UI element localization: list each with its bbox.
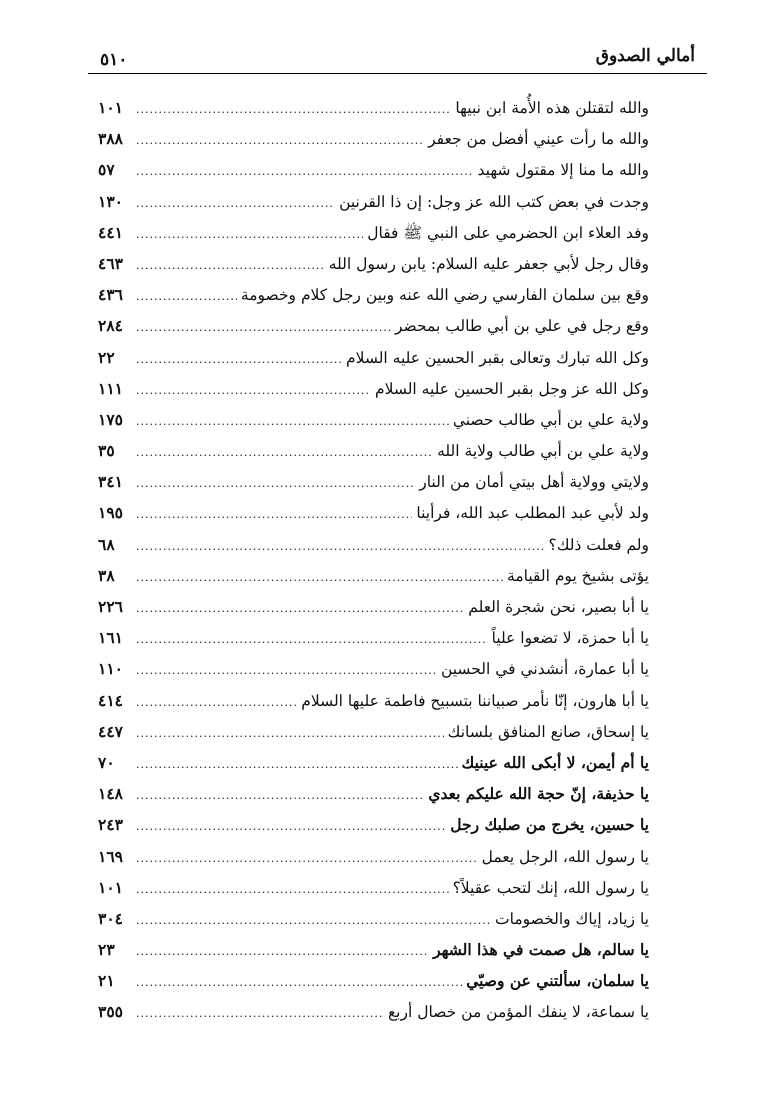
- dot-leader: [136, 811, 446, 842]
- entry-text: يا رسول الله، إنك لتحب عقيلاً؟: [452, 878, 649, 897]
- entry-text: يا أبا هارون، إنّا نأمر صبياننا بتسبيح فاطمة عليها السلام: [301, 691, 649, 710]
- entry-page-number: ١٣٠: [98, 191, 123, 211]
- entry-page-number: ٢٢: [98, 347, 115, 367]
- entry-text: يا إسحاق، صانع المنافق بلسانك: [447, 722, 649, 741]
- entry-text: وجدت في بعض كتب الله عز وجل: إن ذا القرنين: [339, 192, 649, 211]
- entry-text: وقال رجل لأبي جعفر عليه السلام: يابن رسول الله: [328, 254, 649, 273]
- entry-page-number: ٣٤١: [98, 472, 123, 492]
- entry-page-number: ٢٢٦: [98, 597, 123, 616]
- entry-text: وقع بين سلمان الفارسي رضي الله عنه وبين رجل كلام وخصومة: [240, 286, 649, 305]
- entry-page-number: ٣٠٤: [98, 908, 123, 928]
- entry-text: يا زياد، إياك والخصومات: [495, 909, 649, 928]
- dot-leader: [136, 94, 451, 125]
- index-entry: [98, 92, 649, 123]
- entry-page-number: ١٠١: [98, 877, 123, 897]
- entry-text: يا سالم، هل صمت في هذا الشهر: [433, 940, 649, 960]
- entry-page-number: ٤٤٧: [98, 721, 123, 741]
- book-title: أمالي الصدوق: [595, 46, 695, 66]
- entry-text: يا أبا عمارة، أنشدني في الحسين: [440, 660, 649, 679]
- header-rule: [88, 73, 707, 74]
- dot-leader: [136, 874, 449, 905]
- index-entry: [98, 622, 649, 653]
- dot-leader: [136, 125, 424, 156]
- dot-leader: [136, 437, 433, 468]
- entry-text: وكل الله عز وجل بقبر الحسين عليه السلام: [375, 379, 649, 398]
- index-list: [98, 92, 649, 1028]
- entry-text: يا رسول الله، الرجل يعمل: [481, 847, 649, 866]
- entry-text: يؤتى بشيخ يوم القيامة: [507, 566, 649, 585]
- index-entry: [98, 404, 649, 435]
- page-number: ٥١٠: [100, 50, 128, 70]
- dot-leader: [136, 188, 335, 219]
- index-entry: [98, 373, 649, 404]
- entry-text: ولاية علي بن أبي طالب ولاية الله: [437, 442, 649, 461]
- index-entry: [98, 560, 649, 591]
- dot-leader: [136, 406, 449, 437]
- entry-text: ولد لأبي عبد المطلب عبد الله، فرأينا: [416, 504, 649, 523]
- entry-page-number: ١٦٩: [98, 846, 123, 866]
- entry-page-number: ٤١٤: [98, 690, 123, 710]
- dot-leader: [136, 531, 544, 562]
- entry-text: ولاية علي بن أبي طالب حصني: [452, 410, 649, 429]
- entry-text: يا أبا حمزة، لا تضعوا علياً: [491, 629, 649, 648]
- index-entry: [98, 872, 649, 903]
- entry-page-number: ٤٦٣: [98, 253, 123, 273]
- index-entry: [98, 965, 649, 996]
- index-entry: [98, 123, 649, 154]
- entry-page-number: ١١٠: [98, 659, 123, 679]
- entry-page-number: ٣٨٨: [98, 129, 123, 149]
- entry-page-number: ٢٣: [98, 940, 115, 960]
- index-entry: [98, 685, 649, 716]
- dot-leader: [136, 655, 437, 686]
- entry-text: يا أبا بصير، نحن شجرة العلم: [468, 598, 649, 616]
- index-entry: [98, 529, 649, 560]
- entry-text: والله لتقتلن هذه الأُمة ابن نبيها: [455, 99, 649, 117]
- index-entry: [98, 716, 649, 747]
- dot-leader: [136, 936, 429, 967]
- entry-page-number: ٤٣٦: [98, 285, 123, 305]
- entry-page-number: ٣٥٥: [98, 1002, 123, 1022]
- index-entry: [98, 435, 649, 466]
- index-entry: [98, 747, 649, 778]
- dot-leader: [136, 312, 391, 343]
- dot-leader: [136, 905, 491, 936]
- entry-text: وفد العلاء ابن الحضرمي على النبي ﷺ فقال: [367, 223, 649, 242]
- dot-leader: [136, 219, 363, 250]
- entry-page-number: ١٧٥: [98, 409, 123, 429]
- entry-text: ولايتي وولاية أهل بيتي أمان من النار: [419, 473, 649, 492]
- entry-page-number: ٣٥: [98, 441, 115, 461]
- entry-page-number: ١٤٨: [98, 784, 123, 804]
- entry-page-number: ٤٤١: [98, 222, 123, 242]
- entry-text: ولم فعلت ذلك؟: [548, 535, 649, 554]
- entry-text: يا سلمان، سألتني عن وصيّي: [466, 971, 649, 991]
- index-entry: [98, 841, 649, 872]
- dot-leader: [136, 281, 237, 312]
- index-entry: [98, 653, 649, 684]
- dot-leader: [136, 967, 462, 998]
- entry-text: يا أم أيمن، لا أبكى الله عينيك: [461, 752, 649, 772]
- dot-leader: [136, 250, 325, 281]
- entry-page-number: ١٠١: [98, 98, 123, 117]
- dot-leader: [136, 998, 384, 1029]
- index-entry: [98, 217, 649, 248]
- entry-text: والله ما منا إلا مقتول شهيد: [477, 161, 649, 180]
- dot-leader: [136, 843, 478, 874]
- entry-text: وكل الله تبارك وتعالى بقبر الحسين عليه السلام: [346, 348, 649, 367]
- dot-leader: [136, 593, 464, 624]
- entry-page-number: ٢٤٣: [98, 815, 123, 835]
- entry-page-number: ٢١: [98, 971, 115, 991]
- dot-leader: [136, 624, 488, 655]
- dot-leader: [136, 562, 503, 593]
- entry-text: يا سماعة، لا ينفك المؤمن من خصال أربع: [387, 1003, 649, 1022]
- entry-page-number: ٣٨: [98, 565, 115, 585]
- entry-page-number: ١٦١: [98, 628, 123, 648]
- index-entry: [98, 310, 649, 341]
- dot-leader: [136, 749, 458, 780]
- dot-leader: [136, 780, 424, 811]
- index-entry: [98, 934, 649, 965]
- dot-leader: [136, 344, 342, 375]
- index-entry: [98, 279, 649, 310]
- index-entry: [98, 466, 649, 497]
- index-entry: [98, 809, 649, 840]
- index-entry: [98, 778, 649, 809]
- index-entry: [98, 186, 649, 217]
- index-entry: [98, 903, 649, 934]
- dot-leader: [136, 468, 415, 499]
- index-entry: [98, 342, 649, 373]
- dot-leader: [136, 499, 412, 530]
- index-entry: [98, 248, 649, 279]
- entry-text: وقع رجل في علي بن أبي طالب بمحضر: [395, 317, 649, 336]
- running-header: [88, 40, 707, 74]
- entry-page-number: ١١١: [98, 378, 123, 398]
- dot-leader: [136, 375, 371, 406]
- entry-page-number: ١٩٥: [98, 503, 123, 523]
- entry-page-number: ٦٨: [98, 534, 115, 554]
- index-entry: [98, 996, 649, 1027]
- dot-leader: [136, 718, 444, 749]
- entry-page-number: ٥٧: [98, 160, 115, 180]
- entry-page-number: ٢٨٤: [98, 316, 123, 336]
- dot-leader: [136, 687, 297, 718]
- entry-text: والله ما رأت عيني أفضل من جعفر: [428, 130, 649, 149]
- index-entry: [98, 497, 649, 528]
- entry-page-number: ٧٠: [98, 752, 115, 772]
- index-entry: [98, 591, 649, 622]
- dot-leader: [136, 156, 474, 187]
- index-entry: [98, 154, 649, 185]
- entry-text: يا حذيفة، إنّ حجة الله عليكم بعدي: [428, 784, 649, 804]
- entry-text: يا حسين، يخرج من صلبك رجل: [450, 815, 649, 835]
